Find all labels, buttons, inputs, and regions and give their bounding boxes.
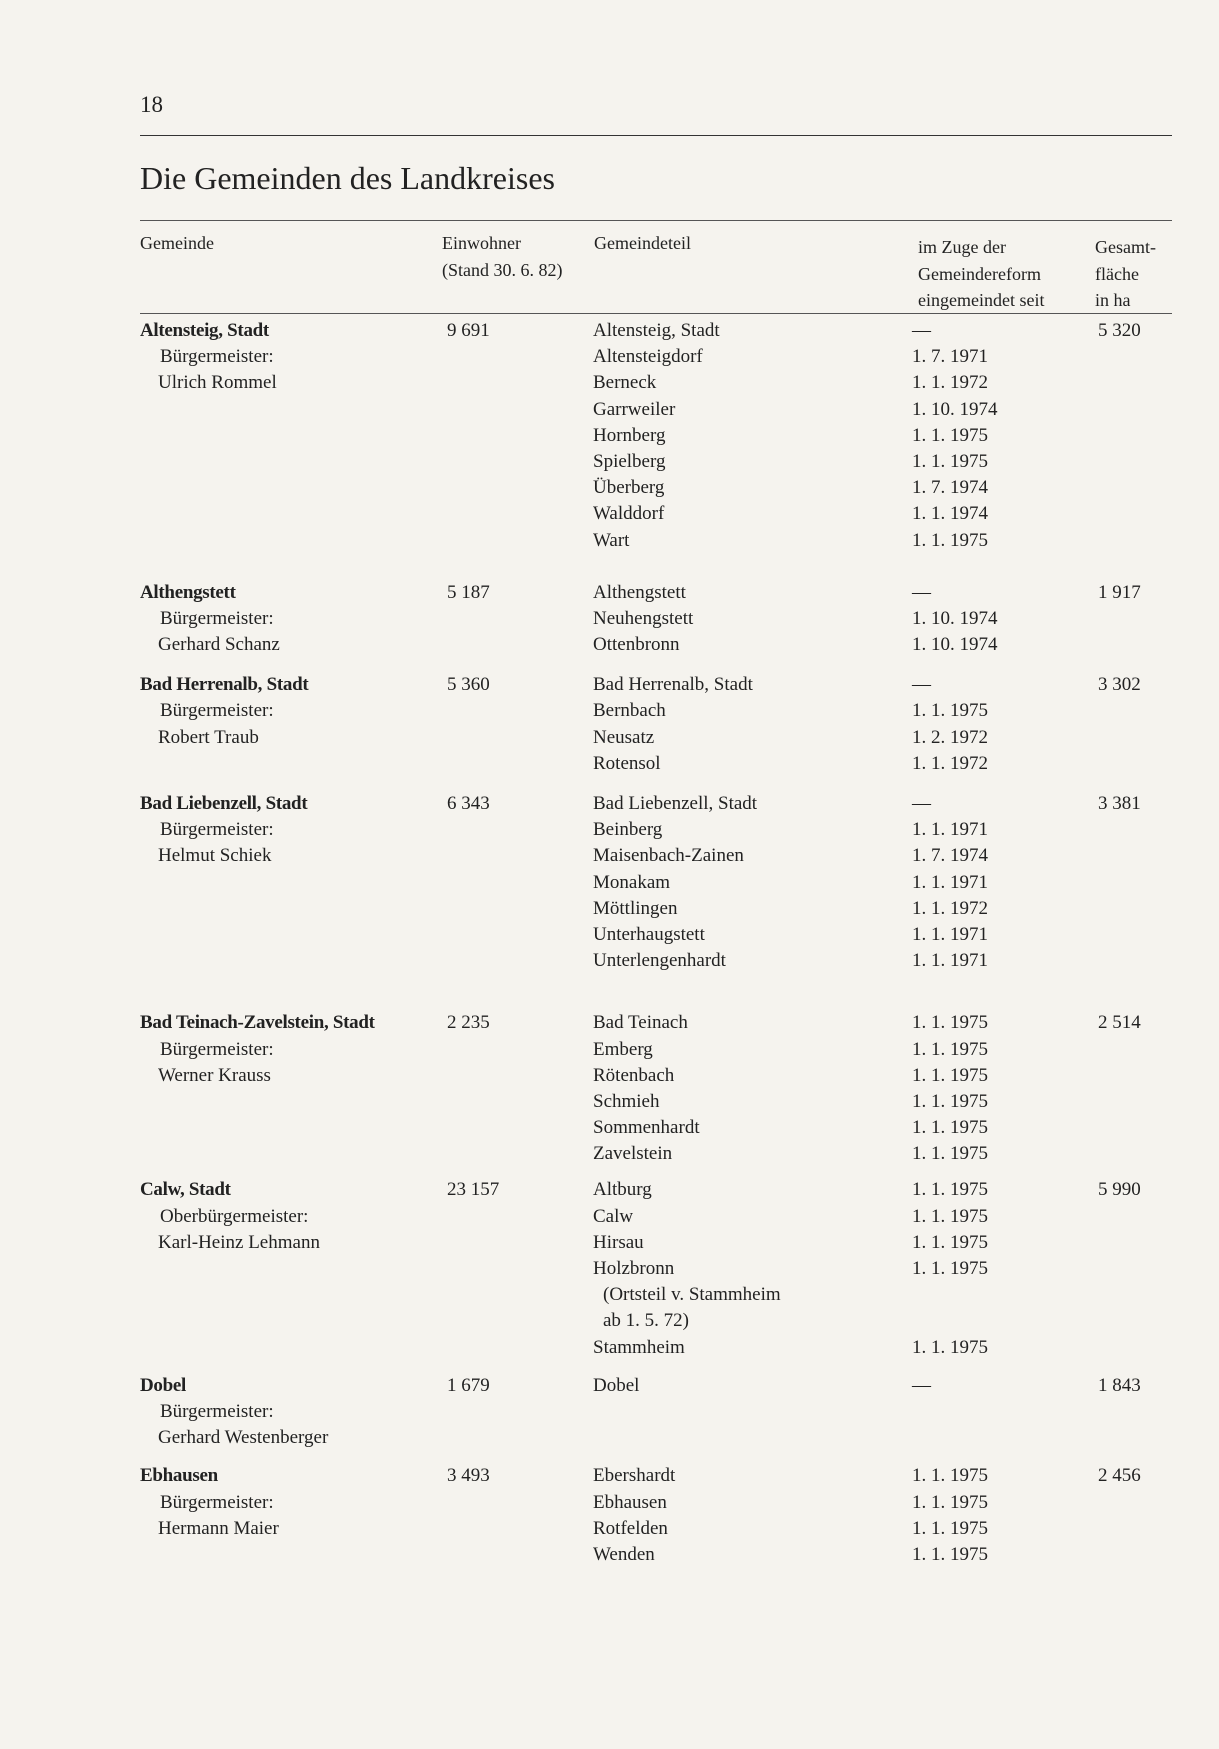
population-value: 5 187	[447, 581, 490, 603]
mayor-title: Bürgermeister:	[160, 346, 274, 368]
incorporation-date: 1. 7. 1974	[912, 845, 988, 867]
incorporation-date: 1. 1. 1975	[912, 424, 988, 446]
incorporation-date: 1. 1. 1975	[912, 450, 988, 472]
table-row	[0, 1115, 1219, 1141]
district-name: Calw	[593, 1205, 634, 1227]
district-name: Bernbach	[593, 700, 666, 722]
incorporation-date: —	[912, 793, 931, 814]
mayor-name: Gerhard Westenberger	[158, 1427, 329, 1449]
area-value: 1 917	[1098, 581, 1141, 603]
table-row	[0, 896, 1219, 922]
area-value: 2 514	[1098, 1012, 1141, 1034]
district-name: Althengstett	[593, 581, 686, 603]
population-value: 1 679	[447, 1374, 490, 1396]
table-row	[0, 843, 1219, 869]
district-name: Sommenhardt	[593, 1117, 700, 1139]
incorporation-date: —	[912, 320, 931, 341]
incorporation-date: 1. 1. 1975	[912, 529, 988, 551]
mayor-title: Bürgermeister:	[160, 1400, 274, 1422]
incorporation-date: 1. 1. 1975	[912, 1012, 988, 1034]
header-flaeche-2: fläche	[1095, 264, 1139, 284]
incorporation-date: 1. 1. 1975	[912, 1336, 988, 1358]
incorporation-date: 1. 1. 1972	[912, 752, 988, 774]
district-name: Altensteig, Stadt	[593, 320, 720, 341]
district-name: Holzbronn	[593, 1258, 675, 1279]
table-row	[0, 1425, 1219, 1451]
table-row	[0, 344, 1219, 370]
district-name: Emberg	[593, 1038, 653, 1060]
district-name: Garrweiler	[593, 398, 676, 420]
mayor-name: Helmut Schiek	[158, 845, 272, 867]
municipality-section	[0, 318, 1219, 554]
incorporation-date: 1. 1. 1975	[912, 1205, 988, 1227]
district-name: Neusatz	[593, 726, 655, 748]
incorporation-date: 1. 1. 1975	[912, 1179, 988, 1201]
incorporation-date: 1. 7. 1971	[912, 346, 988, 368]
mayor-title: Bürgermeister:	[160, 819, 274, 841]
table-row	[0, 423, 1219, 449]
area-value: 3 302	[1098, 674, 1141, 696]
incorporation-date: 1. 1. 1975	[912, 1258, 988, 1279]
municipality-section	[0, 1373, 1219, 1452]
table-row	[0, 475, 1219, 501]
municipality-name: Altensteig, Stadt	[140, 320, 269, 341]
incorporation-date: 1. 2. 1972	[912, 726, 988, 748]
municipality-section	[0, 1177, 1219, 1360]
header-gemeinde: Gemeinde	[140, 233, 214, 253]
district-name: Möttlingen	[593, 897, 678, 919]
population-value: 9 691	[447, 320, 490, 341]
header-reform-3: eingemeindet seit	[918, 290, 1045, 310]
district-name: Beinberg	[593, 819, 663, 841]
table-row	[0, 672, 1219, 698]
page-number: 18	[140, 92, 163, 117]
mayor-name: Ulrich Rommel	[158, 372, 277, 394]
municipality-section	[0, 580, 1219, 659]
table-row	[0, 1542, 1219, 1568]
incorporation-date: 1. 1. 1975	[912, 1143, 988, 1165]
municipality-name: Ebhausen	[140, 1465, 218, 1487]
district-name: ab 1. 5. 72)	[603, 1310, 690, 1332]
table-row	[0, 580, 1219, 606]
top-rule	[140, 135, 1172, 136]
page-title: Die Gemeinden des Landkreises	[140, 160, 555, 196]
incorporation-date: 1. 1. 1975	[912, 1543, 988, 1565]
header-einwohner-stand: (Stand 30. 6. 82)	[442, 260, 563, 280]
table-row	[0, 948, 1219, 974]
area-value: 5 990	[1098, 1179, 1141, 1201]
table-row	[0, 922, 1219, 948]
municipality-section	[0, 1463, 1219, 1568]
population-value: 2 235	[447, 1012, 490, 1034]
district-name: Neuhengstett	[593, 607, 694, 629]
table-row	[0, 1230, 1219, 1256]
district-name: Ebhausen	[593, 1491, 667, 1513]
header-einwohner: Einwohner	[442, 233, 521, 253]
district-name: Rotensol	[593, 752, 661, 774]
incorporation-date: 1. 1. 1975	[912, 1064, 988, 1086]
municipality-name: Althengstett	[140, 581, 236, 603]
area-value: 2 456	[1098, 1465, 1141, 1487]
title-rule	[140, 220, 1172, 221]
municipality-name: Calw, Stadt	[140, 1179, 231, 1201]
mayor-title: Bürgermeister:	[160, 1038, 274, 1060]
incorporation-date: —	[912, 581, 931, 603]
incorporation-date: 1. 10. 1974	[912, 398, 998, 420]
incorporation-date: 1. 1. 1975	[912, 1491, 988, 1513]
table-row	[0, 370, 1219, 396]
mayor-title: Bürgermeister:	[160, 607, 274, 629]
table-row	[0, 397, 1219, 423]
table-row	[0, 751, 1219, 777]
incorporation-date: 1. 10. 1974	[912, 634, 998, 656]
district-name: Monakam	[593, 871, 671, 893]
table-row	[0, 1010, 1219, 1036]
district-name: Wenden	[593, 1543, 655, 1565]
table-row	[0, 1490, 1219, 1516]
area-value: 1 843	[1098, 1374, 1141, 1396]
incorporation-date: —	[912, 1374, 931, 1396]
district-name: Altburg	[593, 1179, 652, 1201]
table-row	[0, 791, 1219, 817]
table-row	[0, 1204, 1219, 1230]
table-row	[0, 528, 1219, 554]
district-name: Hirsau	[593, 1231, 644, 1253]
district-name: Bad Herrenalb, Stadt	[593, 674, 753, 696]
incorporation-date: 1. 1. 1971	[912, 871, 988, 893]
incorporation-date: —	[912, 674, 931, 696]
table-row	[0, 1399, 1219, 1425]
header-gemeindeteil: Gemeindeteil	[594, 233, 691, 253]
incorporation-date: 1. 10. 1974	[912, 607, 998, 629]
district-name: Stammheim	[593, 1336, 685, 1358]
table-row	[0, 501, 1219, 527]
population-value: 23 157	[447, 1179, 500, 1201]
district-name: Unterhaugstett	[593, 923, 705, 945]
table-row	[0, 318, 1219, 344]
table-row	[0, 817, 1219, 843]
table-row	[0, 1177, 1219, 1203]
population-value: 5 360	[447, 674, 490, 696]
table-row	[0, 1282, 1219, 1308]
incorporation-date: 1. 7. 1974	[912, 477, 988, 499]
incorporation-date: 1. 1. 1975	[912, 700, 988, 722]
district-name: Wart	[593, 529, 630, 551]
incorporation-date: 1. 1. 1975	[912, 1465, 988, 1487]
population-value: 6 343	[447, 793, 490, 814]
district-name: Maisenbach-Zainen	[593, 845, 744, 867]
district-name: (Ortsteil v. Stammheim	[603, 1284, 781, 1306]
table-row	[0, 1089, 1219, 1115]
incorporation-date: 1. 1. 1975	[912, 1038, 988, 1060]
municipality-name: Bad Herrenalb, Stadt	[140, 674, 309, 696]
incorporation-date: 1. 1. 1975	[912, 1090, 988, 1112]
district-name: Dobel	[593, 1374, 640, 1396]
table-row	[0, 1063, 1219, 1089]
incorporation-date: 1. 1. 1975	[912, 1517, 988, 1539]
incorporation-date: 1. 1. 1972	[912, 897, 988, 919]
mayor-name: Werner Krauss	[158, 1064, 271, 1086]
incorporation-date: 1. 1. 1975	[912, 1231, 988, 1253]
mayor-name: Karl-Heinz Lehmann	[158, 1231, 320, 1253]
municipality-table	[0, 318, 1219, 1568]
table-row	[0, 606, 1219, 632]
incorporation-date: 1. 1. 1974	[912, 503, 988, 525]
table-row	[0, 449, 1219, 475]
municipality-name: Bad Liebenzell, Stadt	[140, 793, 308, 814]
header-reform-2: Gemeindereform	[918, 264, 1041, 284]
district-name: Ebershardt	[593, 1465, 676, 1487]
district-name: Zavelstein	[593, 1143, 673, 1165]
mayor-name: Gerhard Schanz	[158, 634, 280, 656]
table-row	[0, 725, 1219, 751]
table-row	[0, 632, 1219, 658]
incorporation-date: 1. 1. 1971	[912, 950, 988, 972]
header-flaeche-3: in ha	[1095, 290, 1131, 310]
district-name: Überberg	[593, 477, 665, 499]
district-name: Rotfelden	[593, 1517, 668, 1539]
table-row	[0, 1516, 1219, 1542]
header-rule	[140, 313, 1172, 314]
mayor-title: Bürgermeister:	[160, 700, 274, 722]
mayor-title: Oberbürgermeister:	[160, 1205, 309, 1227]
district-name: Schmieh	[593, 1090, 660, 1112]
incorporation-date: 1. 1. 1971	[912, 819, 988, 841]
municipality-section	[0, 672, 1219, 777]
municipality-name: Dobel	[140, 1374, 187, 1396]
area-value: 3 381	[1098, 793, 1141, 814]
district-name: Unterlengenhardt	[593, 950, 726, 972]
table-row	[0, 1463, 1219, 1489]
district-name: Bad Liebenzell, Stadt	[593, 793, 758, 814]
header-reform-1: im Zuge der	[918, 237, 1006, 257]
mayor-name: Hermann Maier	[158, 1517, 279, 1539]
table-row	[0, 1335, 1219, 1361]
table-row	[0, 1373, 1219, 1399]
mayor-title: Bürgermeister:	[160, 1491, 274, 1513]
district-name: Bad Teinach	[593, 1012, 688, 1034]
table-row	[0, 1037, 1219, 1063]
district-name: Walddorf	[593, 503, 665, 525]
municipality-section	[0, 791, 1219, 974]
district-name: Hornberg	[593, 424, 666, 446]
district-name: Altensteigdorf	[593, 346, 703, 368]
district-name: Rötenbach	[593, 1064, 675, 1086]
incorporation-date: 1. 1. 1971	[912, 923, 988, 945]
municipality-name: Bad Teinach-Zavelstein, Stadt	[140, 1012, 375, 1034]
municipality-section	[0, 1010, 1219, 1167]
mayor-name: Robert Traub	[158, 726, 259, 748]
header-flaeche-1: Gesamt-	[1095, 237, 1156, 257]
table-row	[0, 1308, 1219, 1334]
table-row	[0, 1256, 1219, 1282]
district-name: Spielberg	[593, 450, 666, 472]
district-name: Berneck	[593, 372, 657, 394]
incorporation-date: 1. 1. 1975	[912, 1117, 988, 1139]
table-row	[0, 698, 1219, 724]
population-value: 3 493	[447, 1465, 490, 1487]
area-value: 5 320	[1098, 320, 1141, 341]
district-name: Ottenbronn	[593, 634, 680, 656]
table-row	[0, 870, 1219, 896]
table-row	[0, 1141, 1219, 1167]
incorporation-date: 1. 1. 1972	[912, 372, 988, 394]
